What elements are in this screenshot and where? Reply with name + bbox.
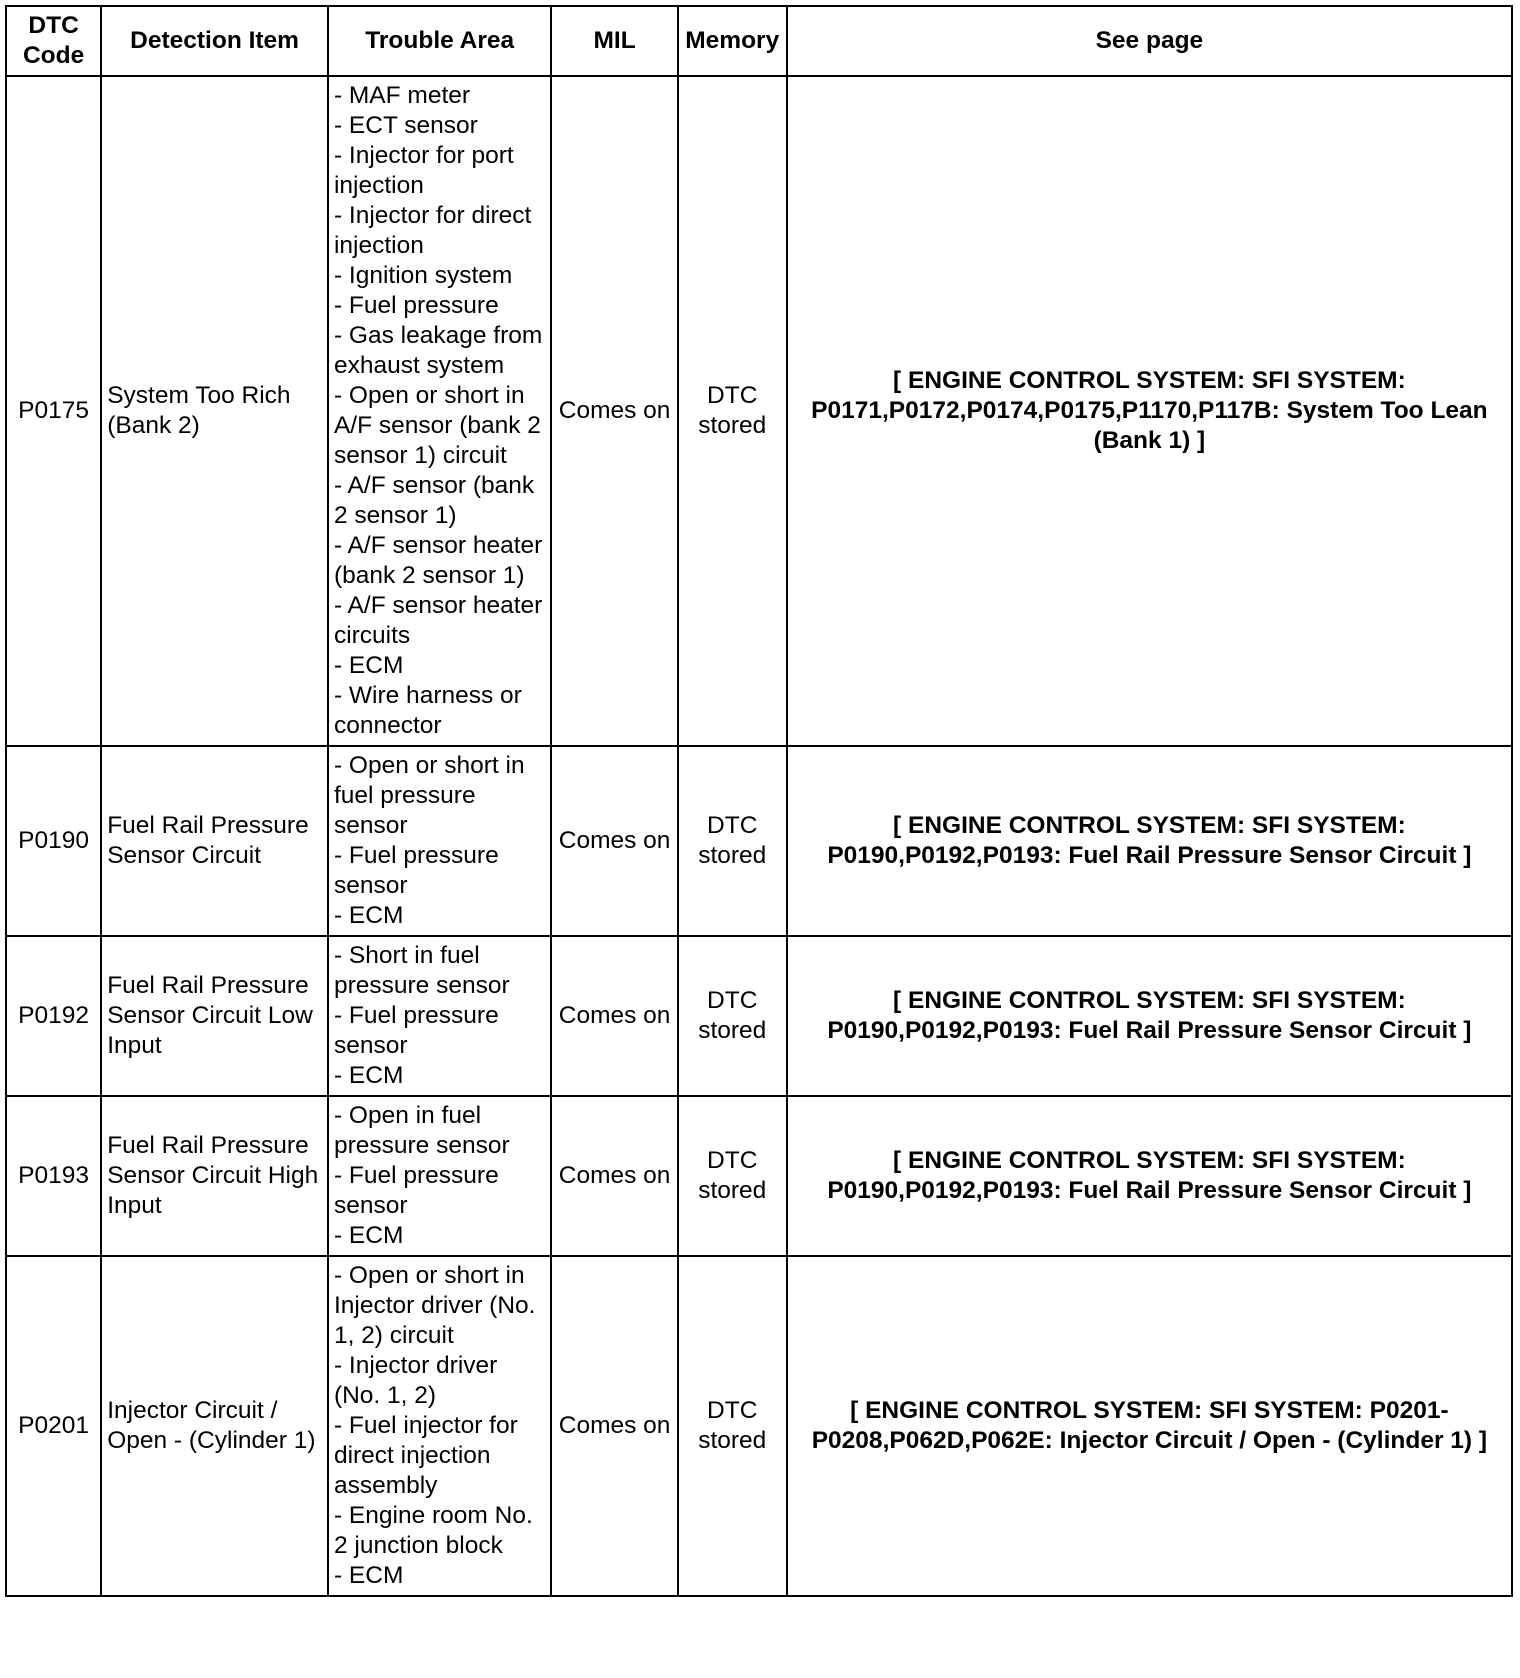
table-row <box>6 76 1512 746</box>
table-row <box>6 1256 1512 1596</box>
dtc-code-cell: P0175 <box>6 76 101 746</box>
header-detection-item: Detection Item <box>101 6 328 76</box>
trouble-area-item: - A/F sensor (bank 2 sensor 1) <box>333 472 535 529</box>
dtc-code-cell: P0192 <box>6 936 101 1096</box>
dtc-table <box>5 5 1513 1597</box>
trouble-area-item: - Fuel pressure sensor <box>333 842 499 899</box>
trouble-area-item: - Fuel injector for direct injection assembly <box>333 1412 518 1499</box>
header-dtc-code-line1: DTC <box>28 12 79 39</box>
trouble-area-item: - ECM <box>333 1062 404 1089</box>
see-page-cell: [ ENGINE CONTROL SYSTEM: SFI SYSTEM: P0201-P0208,P062D,P062E: Injector Circuit / Open - (Cylinder 1) ] <box>787 1256 1512 1596</box>
header-memory: Memory <box>678 6 787 76</box>
trouble-area-cell <box>328 746 552 936</box>
trouble-area-item: - ECM <box>333 652 404 679</box>
mil-cell: Comes on <box>551 1096 677 1256</box>
trouble-area-item: - ECM <box>333 902 404 929</box>
trouble-area-item: - Open or short in Injector driver (No. 1, 2) circuit <box>333 1262 536 1349</box>
trouble-area-item: - Fuel pressure sensor <box>333 1162 499 1219</box>
memory-cell: DTC stored <box>678 936 787 1096</box>
header-trouble-area: Trouble Area <box>328 6 552 76</box>
trouble-area-item: - ECT sensor <box>333 112 478 139</box>
header-mil: MIL <box>551 6 677 76</box>
see-page-cell: [ ENGINE CONTROL SYSTEM: SFI SYSTEM: P0171,P0172,P0174,P0175,P1170,P117B: System Too Lean (Bank 1) ] <box>787 76 1512 746</box>
memory-cell: DTC stored <box>678 746 787 936</box>
trouble-area-cell <box>328 1256 552 1596</box>
trouble-area-item: - Open or short in fuel pressure sensor <box>333 752 525 839</box>
header-see-page: See page <box>787 6 1512 76</box>
see-page-cell: [ ENGINE CONTROL SYSTEM: SFI SYSTEM: P0190,P0192,P0193: Fuel Rail Pressure Sensor Circuit ] <box>787 1096 1512 1256</box>
dtc-code-cell: P0193 <box>6 1096 101 1256</box>
trouble-area-item: - MAF meter <box>333 82 471 109</box>
trouble-area-item: - Engine room No. 2 junction block <box>333 1502 533 1559</box>
dtc-code-cell: P0201 <box>6 1256 101 1596</box>
detection-item-cell: Injector Circuit / Open - (Cylinder 1) <box>101 1256 328 1596</box>
trouble-area-cell <box>328 76 552 746</box>
trouble-area-item: - Injector for direct injection <box>333 202 532 259</box>
trouble-area-item: - A/F sensor heater (bank 2 sensor 1) <box>333 532 543 589</box>
header-dtc-code-line2: Code <box>22 42 85 69</box>
see-page-cell: [ ENGINE CONTROL SYSTEM: SFI SYSTEM: P0190,P0192,P0193: Fuel Rail Pressure Sensor Circuit ] <box>787 936 1512 1096</box>
trouble-area-item: - Fuel pressure <box>333 292 499 319</box>
trouble-area-item: - Fuel pressure sensor <box>333 1002 499 1059</box>
mil-cell: Comes on <box>551 936 677 1096</box>
mil-cell: Comes on <box>551 1256 677 1596</box>
table-row <box>6 1096 1512 1256</box>
trouble-area-item: - Open or short in A/F sensor (bank 2 sensor 1) circuit <box>333 382 541 469</box>
trouble-area-cell <box>328 1096 552 1256</box>
trouble-area-item: - Injector driver (No. 1, 2) <box>333 1352 498 1409</box>
mil-cell: Comes on <box>551 746 677 936</box>
header-row <box>6 6 1512 76</box>
table-row <box>6 746 1512 936</box>
trouble-area-item: - Gas leakage from exhaust system <box>333 322 543 379</box>
dtc-code-cell: P0190 <box>6 746 101 936</box>
trouble-area-item: - Open in fuel pressure sensor <box>333 1102 510 1159</box>
trouble-area-item: - Ignition system <box>333 262 513 289</box>
memory-cell: DTC stored <box>678 76 787 746</box>
trouble-area-item: - Wire harness or connector <box>333 682 522 739</box>
trouble-area-cell <box>328 936 552 1096</box>
mil-cell: Comes on <box>551 76 677 746</box>
trouble-area-item: - ECM <box>333 1562 404 1589</box>
detection-item-cell: Fuel Rail Pressure Sensor Circuit <box>101 746 328 936</box>
memory-cell: DTC stored <box>678 1096 787 1256</box>
table-header <box>6 6 1512 76</box>
detection-item-cell: Fuel Rail Pressure Sensor Circuit Low Input <box>101 936 328 1096</box>
detection-item-cell: System Too Rich (Bank 2) <box>101 76 328 746</box>
trouble-area-item: - ECM <box>333 1222 404 1249</box>
memory-cell: DTC stored <box>678 1256 787 1596</box>
trouble-area-item: - Injector for port injection <box>333 142 514 199</box>
trouble-area-item: - A/F sensor heater circuits <box>333 592 543 649</box>
see-page-cell: [ ENGINE CONTROL SYSTEM: SFI SYSTEM: P0190,P0192,P0193: Fuel Rail Pressure Sensor Circuit ] <box>787 746 1512 936</box>
header-dtc-code <box>6 6 101 76</box>
table-row <box>6 936 1512 1096</box>
trouble-area-item: - Short in fuel pressure sensor <box>333 942 510 999</box>
table-body <box>6 76 1512 1596</box>
detection-item-cell: Fuel Rail Pressure Sensor Circuit High Input <box>101 1096 328 1256</box>
